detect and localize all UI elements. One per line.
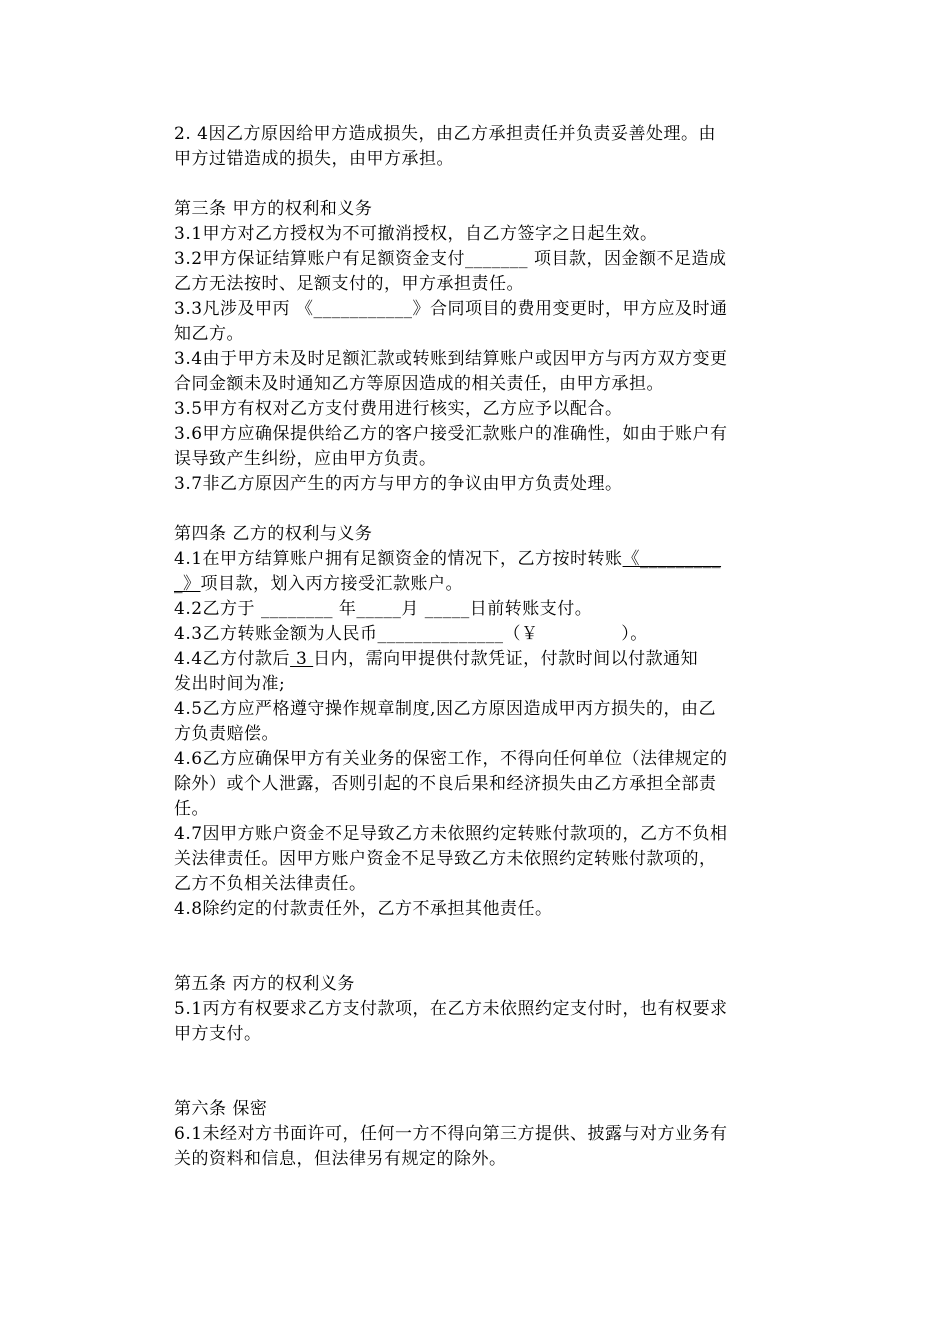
clause-3-2-line-2: 乙方无法按时、足额支付的，甲方承担责任。 bbox=[174, 274, 524, 294]
section-5-heading: 第五条 丙方的权利义务 bbox=[174, 974, 355, 994]
fill-blank-amount: ______________ bbox=[377, 624, 504, 644]
clause-3-4-line-1: 3.4由于甲方未及时足额汇款或转账到结算账户或因甲方与丙方双方变更 bbox=[174, 349, 728, 369]
clause-4-2-text: 4.2乙方于 bbox=[174, 599, 261, 619]
clause-4-4-text-cont: 日内，需向甲提供付款凭证，付款时间以付款通知 bbox=[313, 649, 699, 669]
clause-5-1-line-2: 甲方支付。 bbox=[174, 1024, 262, 1044]
clause-4-6-line-3: 任。 bbox=[174, 799, 209, 819]
fill-blank-year: ________ bbox=[260, 599, 333, 619]
section-3-heading: 第三条 甲方的权利和义务 bbox=[174, 199, 373, 219]
clause-4-1-line-1 bbox=[174, 547, 794, 572]
fill-blank: _》 bbox=[174, 574, 201, 594]
clause-6-1-line-2: 关的资料和信息，但法律另有规定的除外。 bbox=[174, 1149, 507, 1169]
clause-4-2-text-cont: _日前转账支付。 bbox=[460, 599, 593, 619]
fill-blank-day: ____ bbox=[424, 599, 461, 619]
clause-4-4-text: 4.4乙方付款后 bbox=[174, 649, 291, 669]
clause-4-1-text-cont: 项目款，划入丙方接受汇款账户。 bbox=[200, 574, 463, 594]
section-6-heading: 第六条 保密 bbox=[174, 1099, 268, 1119]
clause-3-3-line-2: 知乙方。 bbox=[174, 324, 244, 344]
fill-blank: _______ bbox=[465, 249, 529, 269]
fill-blank-month: _____ bbox=[356, 599, 402, 619]
clause-3-6-line-1: 3.6甲方应确保提供给乙方的客户接受汇款账户的准确性，如由于账户有 bbox=[174, 424, 728, 444]
clause-3-2-text: 3.2甲方保证结算账户有足额资金支付 bbox=[174, 249, 466, 269]
spacer bbox=[174, 172, 794, 197]
clause-4-6-line-1: 4.6乙方应确保甲方有关业务的保密工作，不得向任何单位（法律规定的 bbox=[174, 749, 728, 769]
fill-blank: ___________ bbox=[313, 299, 413, 319]
month-label: 月 bbox=[401, 599, 425, 619]
clause-6-1-line-1: 6.1未经对方书面许可，任何一方不得向第三方提供、披露与对方业务有 bbox=[174, 1124, 728, 1144]
clause-3-1: 3.1甲方对乙方授权为不可撤消授权，自乙方签字之日起生效。 bbox=[174, 224, 658, 244]
days-value: 3 bbox=[290, 649, 314, 669]
clause-4-4-line-1 bbox=[174, 647, 794, 672]
section-4-heading: 第四条 乙方的权利与义务 bbox=[174, 524, 373, 544]
clause-4-3-text: 4.3乙方转账金额为人民币 bbox=[174, 624, 378, 644]
clause-4-7-line-2: 关法律责任。因甲方账户资金不足导致乙方未依照约定转账付款项的， bbox=[174, 849, 717, 869]
document-page bbox=[174, 122, 794, 1172]
clause-3-7: 3.7非乙方原因产生的丙方与甲方的争议由甲方负责处理。 bbox=[174, 474, 623, 494]
clause-4-2 bbox=[174, 597, 794, 622]
paragraph-2-4-line-2: 甲方过错造成的损失，由甲方承担。 bbox=[174, 149, 454, 169]
clause-4-7-line-3: 乙方不负相关法律责任。 bbox=[174, 874, 367, 894]
clause-3-6-line-2: 误导致产生纠纷，应由甲方负责。 bbox=[174, 449, 437, 469]
clause-4-8: 4.8除约定的付款责任外，乙方不承担其他责任。 bbox=[174, 899, 553, 919]
paragraph-2-4-line-1: 2. 4因乙方原因给甲方造成损失，由乙方承担责任并负责妥善处理。由 bbox=[174, 124, 716, 144]
clause-4-6-line-2: 除外）或个人泄露，否则引起的不良后果和经济损失由乙方承担全部责 bbox=[174, 774, 717, 794]
clause-3-5: 3.5甲方有权对乙方支付费用进行核实，乙方应予以配合。 bbox=[174, 399, 623, 419]
fill-blank: 《_________ bbox=[622, 549, 722, 569]
year-label: 年 bbox=[332, 599, 357, 619]
clause-4-1-line-2 bbox=[174, 572, 794, 597]
clause-4-7-line-1: 4.7因甲方账户资金不足导致乙方未依照约定转账付款项的，乙方不负相 bbox=[174, 824, 728, 844]
clause-3-3-text-cont: 》合同项目的费用变更时，甲方应及时通 bbox=[412, 299, 728, 319]
spacer bbox=[174, 497, 794, 522]
clause-3-2-text-cont: 项目款，因金额不足造成 bbox=[528, 249, 727, 269]
clause-4-5-line-1: 4.5乙方应严格遵守操作规章制度,因乙方原因造成甲丙方损失的，由乙 bbox=[174, 699, 716, 719]
clause-4-5-line-2: 方负责赔偿。 bbox=[174, 724, 279, 744]
clause-3-4-line-2: 合同金额未及时通知乙方等原因造成的相关责任，由甲方承担。 bbox=[174, 374, 664, 394]
clause-5-1-line-1: 5.1丙方有权要求乙方支付款项，在乙方未依照约定支付时，也有权要求 bbox=[174, 999, 728, 1019]
clause-4-4-line-2: 发出时间为准; bbox=[174, 674, 286, 694]
clause-3-3-line-1 bbox=[174, 297, 794, 322]
spacer bbox=[174, 922, 794, 972]
clause-4-3 bbox=[174, 622, 794, 647]
clause-3-2-line-1 bbox=[174, 247, 794, 272]
clause-3-3-text: 3.3凡涉及甲丙 《 bbox=[174, 299, 314, 319]
clause-4-1-text: 4.1在甲方结算账户拥有足额资金的情况下，乙方按时转账 bbox=[174, 549, 623, 569]
clause-4-3-text-cont: （￥ ）。 bbox=[503, 624, 648, 644]
spacer bbox=[174, 1047, 794, 1097]
